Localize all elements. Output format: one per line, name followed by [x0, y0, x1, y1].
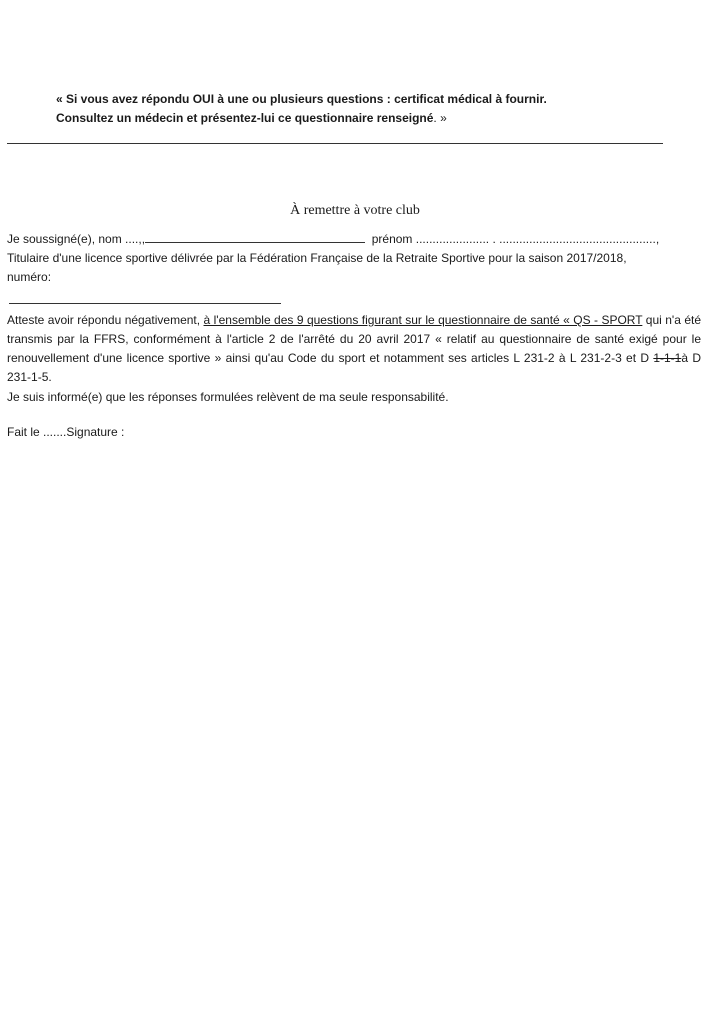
- attestation-paragraph: [7, 311, 701, 387]
- numero-blank[interactable]: [9, 303, 281, 304]
- attest-struck: 1-1-1: [653, 351, 682, 365]
- notice-line-2: [56, 109, 676, 128]
- numero-label: numéro:: [7, 270, 52, 284]
- date-signature-line[interactable]: Fait le .......Signature :: [7, 425, 125, 439]
- name-prefix: Je soussigné(e), nom ....,,: [7, 232, 146, 246]
- name-blank[interactable]: [145, 231, 365, 243]
- licence-holder-text: [7, 249, 701, 287]
- responsibility-statement: Je suis informé(e) que les réponses formulées relèvent de ma seule responsabilité.: [7, 390, 449, 404]
- medical-certificate-notice: [56, 90, 676, 128]
- notice-line-2-text: Consultez un médecin et présentez-lui ce questionnaire renseigné: [56, 111, 434, 125]
- attest-middle: qui n'a été transmis par la FFRS, conformément à l'article 2 de l'arrêté du 20 avril 2017 « relatif au questionnaire de santé exigé pour le renouvellement d'une licence sportive » ainsi qu'au Code du sport et notamment ses articles L 231-2 à L 231-2-3 et D: [7, 313, 701, 365]
- identity-line: [7, 230, 701, 249]
- attest-start: Atteste avoir répondu négativement,: [7, 313, 204, 327]
- form-heading: À remettre à votre club: [290, 203, 420, 218]
- notice-line-1: « Si vous avez répondu OUI à une ou plusieurs questions : certificat médical à fournir.: [56, 92, 547, 106]
- licence-holder-line: Titulaire d'une licence sportive délivrée par la Fédération Française de la Retraite Sportive pour la saison 2017/2018,: [7, 251, 627, 265]
- notice-line-2-tail: . »: [433, 111, 447, 125]
- attest-end: à D 231-1-5.: [7, 351, 701, 384]
- prenom-label: prénom: [371, 232, 413, 246]
- attest-underlined: à l'ensemble des 9 questions figurant sur le questionnaire de santé « QS - SPORT: [203, 313, 643, 327]
- prenom-dots[interactable]: ...................... . ...............................................,: [415, 232, 660, 246]
- separator-rule: [7, 143, 663, 144]
